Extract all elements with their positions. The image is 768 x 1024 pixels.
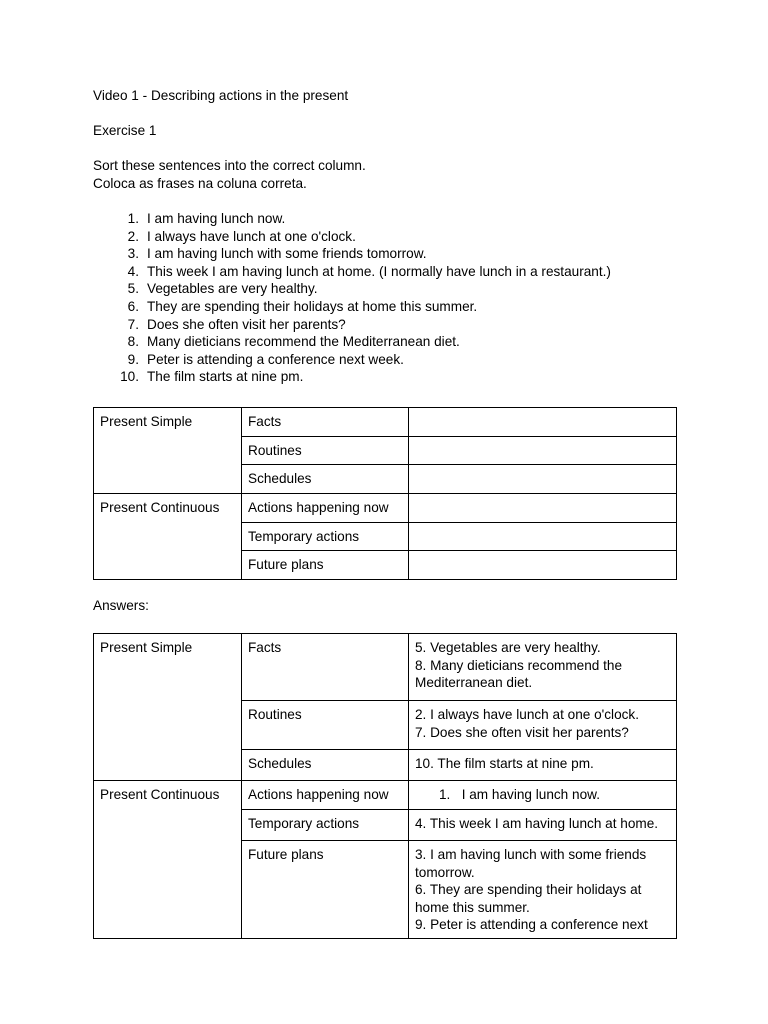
tense-cell: Present Continuous bbox=[94, 781, 242, 939]
list-item bbox=[93, 368, 611, 386]
item-text: Peter is attending a conference next week. bbox=[147, 351, 404, 367]
table-row bbox=[94, 634, 677, 701]
answer-text: I am having lunch now. bbox=[461, 787, 600, 802]
table-row bbox=[94, 494, 677, 523]
instruction-english: Sort these sentences into the correct column. bbox=[93, 158, 366, 173]
use-cell: Facts bbox=[242, 634, 409, 701]
item-text: Vegetables are very healthy. bbox=[147, 281, 318, 297]
item-number: 5. bbox=[127, 281, 139, 297]
list-item bbox=[93, 316, 611, 334]
item-number: 4. bbox=[127, 263, 139, 279]
answer-line bbox=[415, 786, 670, 804]
use-cell: Schedules bbox=[242, 465, 409, 494]
answer-line: 10. The film starts at nine pm. bbox=[415, 756, 594, 771]
list-item bbox=[93, 351, 611, 369]
item-text: I am having lunch with some friends tomorrow. bbox=[147, 246, 427, 262]
tense-cell: Present Simple bbox=[94, 408, 242, 494]
item-text: The film starts at nine pm. bbox=[147, 369, 304, 385]
use-cell: Facts bbox=[242, 408, 409, 437]
use-cell: Temporary actions bbox=[242, 522, 409, 551]
item-text: This week I am having lunch at home. (I normally have lunch in a restaurant.) bbox=[147, 263, 611, 279]
list-item bbox=[93, 228, 611, 246]
item-number: 6. bbox=[127, 298, 139, 314]
answer-line: 7. Does she often visit her parents? bbox=[415, 724, 629, 740]
page-title: Video 1 - Describing actions in the present bbox=[93, 88, 349, 103]
exercise-table bbox=[93, 407, 677, 580]
answer-line: 6. They are spending their holidays at home this summer. bbox=[415, 882, 642, 915]
answer-line: 8. Many dieticians recommend the Mediterranean diet. bbox=[415, 657, 623, 691]
item-text: They are spending their holidays at home this summer. bbox=[147, 298, 478, 314]
exercise-label: Exercise 1 bbox=[93, 123, 157, 138]
answers-label: Answers: bbox=[93, 598, 149, 613]
item-number: 10. bbox=[120, 369, 139, 385]
table-row bbox=[94, 781, 677, 810]
answer-blank-cell[interactable] bbox=[409, 522, 677, 551]
answer-blank-cell[interactable] bbox=[409, 465, 677, 494]
list-item bbox=[93, 298, 611, 316]
sentence-list bbox=[93, 210, 611, 386]
tense-cell: Present Simple bbox=[94, 634, 242, 781]
answer-blank-cell[interactable] bbox=[409, 551, 677, 580]
list-item bbox=[93, 210, 611, 228]
answer-blank-cell[interactable] bbox=[409, 436, 677, 465]
answer-line: 9. Peter is attending a conference next bbox=[415, 917, 648, 933]
instructions bbox=[93, 157, 366, 192]
list-item bbox=[93, 280, 611, 298]
use-cell: Actions happening now bbox=[242, 494, 409, 523]
answer-cell bbox=[409, 841, 677, 939]
use-cell: Future plans bbox=[242, 841, 409, 939]
answer-number: 1. bbox=[439, 787, 451, 802]
use-cell: Schedules bbox=[242, 750, 409, 781]
answer-line: 5. Vegetables are very healthy. bbox=[415, 640, 601, 655]
use-cell: Future plans bbox=[242, 551, 409, 580]
answer-line: 4. This week I am having lunch at home. bbox=[415, 816, 659, 831]
use-cell: Actions happening now bbox=[242, 781, 409, 810]
item-number: 2. bbox=[127, 228, 139, 244]
answer-cell bbox=[409, 810, 677, 841]
answer-line: 2. I always have lunch at one o'clock. bbox=[415, 707, 639, 722]
tense-cell: Present Continuous bbox=[94, 494, 242, 580]
item-text: I am having lunch now. bbox=[147, 211, 286, 226]
list-item bbox=[93, 245, 611, 263]
item-number: 1. bbox=[127, 211, 139, 226]
answer-cell bbox=[409, 781, 677, 810]
answer-cell bbox=[409, 701, 677, 750]
answer-blank-cell[interactable] bbox=[409, 408, 677, 437]
answer-table bbox=[93, 633, 677, 939]
item-text: I always have lunch at one o'clock. bbox=[147, 228, 356, 244]
answer-cell bbox=[409, 634, 677, 701]
list-item bbox=[93, 333, 611, 351]
answer-cell bbox=[409, 750, 677, 781]
item-text: Many dieticians recommend the Mediterranean diet. bbox=[147, 334, 460, 350]
use-cell: Temporary actions bbox=[242, 810, 409, 841]
list-item bbox=[93, 263, 611, 281]
answer-line: 3. I am having lunch with some friends tomorrow. bbox=[415, 847, 647, 880]
item-number: 7. bbox=[127, 316, 139, 332]
use-cell: Routines bbox=[242, 701, 409, 750]
item-number: 3. bbox=[127, 246, 139, 262]
table-row bbox=[94, 408, 677, 437]
item-number: 9. bbox=[127, 351, 139, 367]
answer-blank-cell[interactable] bbox=[409, 494, 677, 523]
item-text: Does she often visit her parents? bbox=[147, 316, 346, 332]
instruction-portuguese: Coloca as frases na coluna correta. bbox=[93, 175, 307, 191]
item-number: 8. bbox=[127, 334, 139, 350]
use-cell: Routines bbox=[242, 436, 409, 465]
